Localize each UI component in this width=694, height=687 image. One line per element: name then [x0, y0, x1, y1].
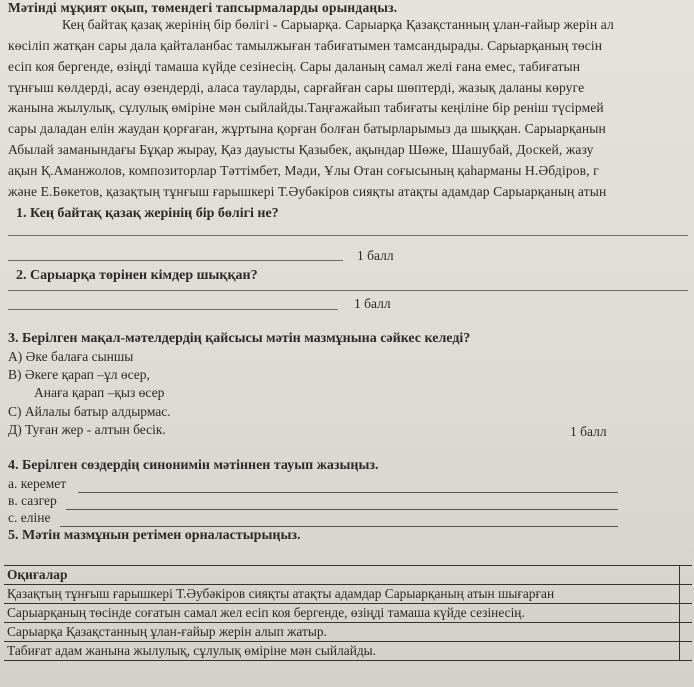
- synonym-answer-line-1: [78, 492, 618, 493]
- event-cell-4: Табиғат адам жанына жылулық, сұлулық өміріне мән сыйлайды.: [4, 642, 680, 660]
- option-d: Д) Туған жер - алтын бесік.: [8, 422, 166, 437]
- table-row: [4, 642, 692, 661]
- table-row: [4, 585, 692, 604]
- synonym-item-2: в. сазгер: [8, 493, 57, 508]
- passage-line-7: Абылай заманындағы Бұқар жырау, Қаз дауысты Қазыбек, ақындар Шөже, Шашубай, Доскей, жазу: [8, 142, 594, 157]
- synonym-item-3: с. еліне: [8, 510, 51, 525]
- synonym-item-1: а. керемет: [8, 476, 67, 491]
- question-1-score: 1 балл: [357, 248, 394, 263]
- events-header-cell: Оқиғалар: [4, 566, 680, 584]
- answer-line-1b: [8, 260, 343, 261]
- option-a: А) Әке балаға сыншы: [8, 349, 134, 364]
- events-table: [4, 565, 692, 661]
- question-3-score: 1 балл: [570, 424, 607, 439]
- synonym-answer-line-3: [60, 526, 618, 527]
- passage-line-5: жанына жылулық, сұлулық өміріне мән сыйлайды.Таңғажайып табиғаты кеңіліне бір реніш түсірмей: [8, 100, 604, 115]
- passage-line-1: Кең байтақ қазақ жерінің бір бөлігі - Сарыарқа. Сарыарқа Қазақстанның ұлан-ғайыр жерін ал: [62, 17, 614, 32]
- event-cell-2: Сарыарқаның төсінде соғатын самал жел есіп коя бергенде, өзіңді тамаша күйде сезінесің.: [4, 604, 680, 622]
- table-row: [4, 604, 692, 623]
- passage-line-9: және Е.Бөкетов, қазақтың тұнғыш ғарышкері Т.Әубәкіров сияқты атақты адамдар Сарыарқаның атын: [8, 184, 607, 199]
- answer-line-2a: [8, 290, 688, 291]
- passage-line-6: сары дaладан елін жаудан қорғаған, жұртына қорған болған батырларымыз да шыққан. Сарыарқанын: [8, 121, 606, 136]
- question-5: 5. Мәтін мазмұнын ретімен орналастырыңыз.: [8, 528, 301, 543]
- answer-line-1a: [8, 235, 688, 236]
- passage-line-4: тұнғыш көлдерді, асау өзендерді, аласа тауларды, сарғайған сары шөптерді, жазық даланы көруге: [8, 80, 585, 95]
- question-1: 1. Кең байтақ қазақ жерінің бір бөлігі не?: [16, 206, 279, 221]
- passage-line-8: ақын Қ.Аманжолов, композиторлар Тәттімбет, Мәди, Ұлы Отан соғысының қаһарманы Н.Әбдіров, г: [8, 163, 599, 178]
- synonym-answer-line-2: [66, 509, 618, 510]
- instruction-heading: Мәтінді мұқият оқып, төмендегі тапсырмаларды орындаңыз.: [8, 0, 398, 15]
- question-3: 3. Берілген мақал-мәтелдердің қайсысы мәтін мазмұнына сәйкес келеді?: [8, 331, 471, 346]
- passage-line-3: есіп коя бергенде, өзіңді тамаша күйде сезінесің. Сары даланың самал желі ғана емес, табиғатын: [8, 59, 581, 74]
- question-4: 4. Берілген сөздердің синонимін мәтіннен тауып жазыңыз.: [8, 458, 379, 473]
- option-b: В) Әкеге қарап –ұл өсер,: [8, 367, 150, 382]
- event-cell-1: Қазақтың тұнғыш ғарышкері Т.Әубәкіров сияқты атақты адамдар Сарыарқаның атын шығарған: [4, 585, 680, 603]
- option-b-second-line: Анаға қарап –қыз өсер: [34, 385, 165, 400]
- events-table-header: [4, 566, 692, 585]
- table-row: [4, 623, 692, 642]
- answer-line-2b: [8, 309, 338, 310]
- question-2-score: 1 балл: [354, 296, 391, 311]
- event-cell-3: Сарыарқа Қазақстанның ұлан-ғайыр жерін алып жатыр.: [4, 623, 680, 641]
- option-c: С) Айлалы батыр алдырмас.: [8, 404, 171, 419]
- question-2: 2. Сарыарқа төрінен кімдер шыққан?: [16, 268, 258, 283]
- passage-line-2: көсіліп жатқан сары дала қайталанбас тамылжыған табиғатымен тамсандырады. Сарыарқаның төсін: [8, 38, 603, 53]
